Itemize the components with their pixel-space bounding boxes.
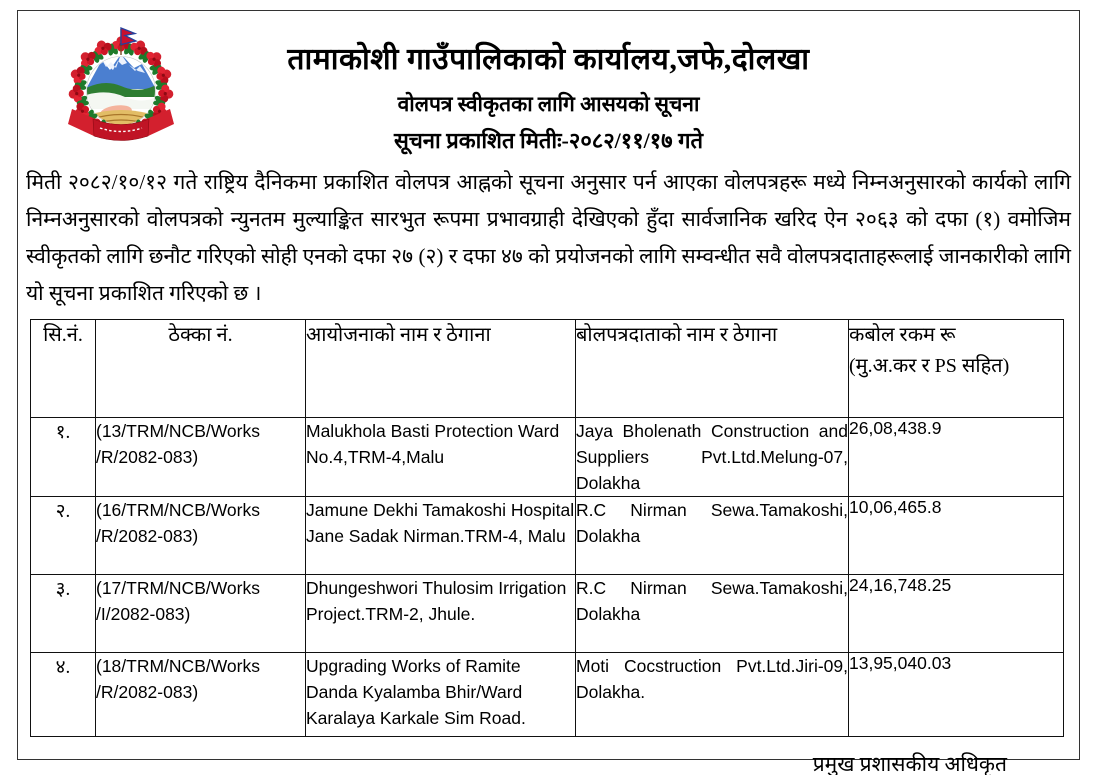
cell-project-name: Dhungeshwori Thulosim Irrigation Project.TRM-2, Jhule.: [306, 575, 576, 653]
header-contract-number: ठेक्का नं.: [96, 320, 306, 418]
cell-bidder-name: R.C Nirman Sewa.Tamakoshi, Dolakha: [576, 497, 849, 575]
cell-bid-amount: 10,06,465.8: [849, 497, 1064, 575]
tender-table: [30, 319, 1064, 737]
header-bid-amount-label: कबोल रकम रू: [849, 324, 956, 346]
cell-project-name: Malukhola Basti Protection Ward No.4,TRM-4,Malu: [306, 418, 576, 497]
header-bidder-name: बोलपत्रदाताको नाम र ठेगाना: [576, 320, 849, 418]
header-bid-amount: [849, 320, 1064, 418]
notice-subtitle: वोलपत्र स्वीकृतका लागि आसयको सूचना: [397, 92, 700, 116]
cell-bidder-name: Moti Cocstruction Pvt.Ltd.Jiri-09, Dolakha.: [576, 653, 849, 737]
publish-date-line: सूचना प्रकाशित मितीः-२०८२/११/१७ गते: [393, 128, 704, 153]
cell-contract-number: (18/TRM/NCB/Works /R/2082-083): [96, 653, 306, 737]
cell-bid-amount: 24,16,748.25: [849, 575, 1064, 653]
table-row: [31, 497, 1064, 575]
header-project-name: आयोजनाको नाम र ठेगाना: [306, 320, 576, 418]
nepal-emblem-icon: [55, 25, 187, 141]
cell-serial-number: १.: [31, 418, 96, 497]
cell-contract-number: (17/TRM/NCB/Works /I/2082-083): [96, 575, 306, 653]
header-serial-number: सि.नं.: [31, 320, 96, 418]
cell-serial-number: २.: [31, 497, 96, 575]
header-bid-amount-note: (मु.अ.कर र PS सहित): [849, 355, 1010, 377]
table-row: [31, 575, 1064, 653]
signature-line: प्रमुख प्रशासकीय अधिकृत: [812, 752, 1007, 775]
table-header-row: [31, 320, 1064, 418]
cell-bid-amount: 13,95,040.03: [849, 653, 1064, 737]
cell-project-name: Upgrading Works of Ramite Danda Kyalamba Bhir/Ward Karalaya Karkale Sim Road.: [306, 653, 576, 737]
table-row: [31, 418, 1064, 497]
document-border-frame: [17, 10, 1080, 775]
cell-project-name: Jamune Dekhi Tamakoshi Hospital Jane Sadak Nirman.TRM-4, Malu: [306, 497, 576, 575]
cell-contract-number: (13/TRM/NCB/Works /R/2082-083): [96, 418, 306, 497]
cell-serial-number: ३.: [31, 575, 96, 653]
cell-serial-number: ४.: [31, 653, 96, 737]
municipality-emblem-logo: [55, 25, 187, 141]
cell-contract-number: (16/TRM/NCB/Works /R/2082-083): [96, 497, 306, 575]
office-title: तामाकोशी गाउँपालिकाको कार्यालय,जफे,दोलखा: [287, 43, 810, 76]
notice-body-paragraph: मिती २०८२/१०/१२ गते राष्ट्रिय दैनिकमा प्रकाशित वोलपत्र आह्नको सूचना अनुसार पर्न आएका वोलपत्रहरू मध्ये निम्नअनुसारको कार्यको लागि निम्नअनुसारको वोलपत्रको न्युनतम मुल्याङ्कित सारभुत रूपमा प्रभावग्राही देखिएको हुँदा सार्वजानिक खरिद ऐन २०६३ को दफा (१) वमोजिम स्वीकृतको लागि छनौट गरिएको सोही एनको दफा २७ (२) र दफा ४७ को प्रयोजनको लागि सम्वन्धीत सवै वोलपत्रदाताहरूलाई जानकारीको लागि यो सूचना प्रकाशित गरिएको छ ।: [26, 170, 1071, 305]
table-row: [31, 653, 1064, 737]
cell-bid-amount: 26,08,438.9: [849, 418, 1064, 497]
cell-bidder-name: R.C Nirman Sewa.Tamakoshi, Dolakha: [576, 575, 849, 653]
tender-table-body: [31, 418, 1064, 737]
cell-bidder-name: Jaya Bholenath Construction and Suppliers Pvt.Ltd.Melung-07, Dolakha: [576, 418, 849, 497]
